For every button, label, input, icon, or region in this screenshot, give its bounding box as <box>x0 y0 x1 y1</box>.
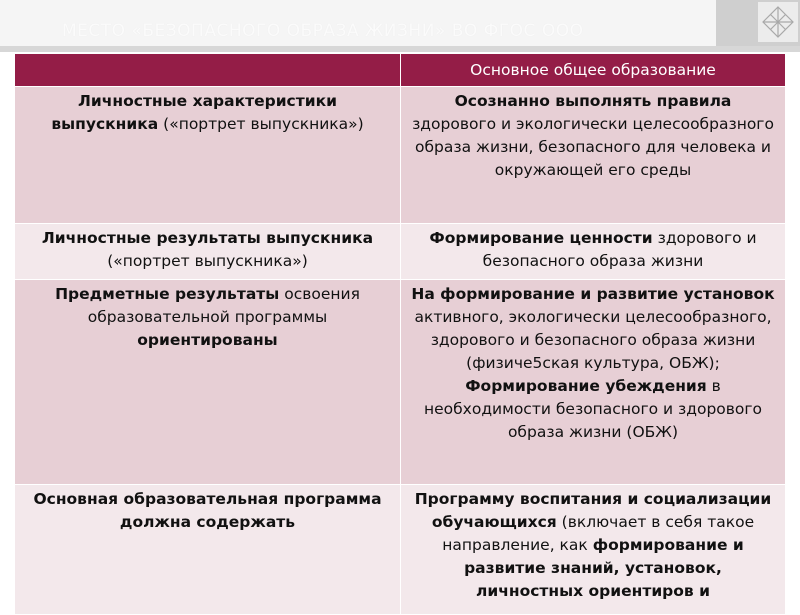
label-text: освоения образовательной программы <box>87 285 360 326</box>
table-row <box>15 280 786 485</box>
label-text: («портрет выпускника») <box>107 252 308 270</box>
title-band <box>0 0 800 46</box>
table-row <box>15 224 786 280</box>
row-value-cell <box>401 87 786 224</box>
table-row <box>15 87 786 224</box>
value-text: здорового и безопасного образа жизни <box>482 229 757 270</box>
value-bold-2: Формирование убеждения <box>465 377 707 395</box>
row-label-cell <box>15 87 401 224</box>
row-label-cell <box>15 280 401 485</box>
value-bold-2: формирование и развитие знаний, установок, личностных ориентиров и <box>464 536 744 600</box>
row-label-cell <box>15 224 401 280</box>
label-text: («портрет выпускника») <box>158 115 364 133</box>
divider-rule <box>0 46 800 52</box>
label-bold: Личностные результаты выпускника <box>41 229 374 247</box>
value-bold: Программу воспитания и социализации обучающихся <box>414 490 772 531</box>
row-value-cell <box>401 280 786 485</box>
value-text-2: в необходимости безопасного и здорового образа жизни (ОБЖ) <box>423 377 763 441</box>
value-bold: На формирование и развитие установок <box>411 285 775 303</box>
content-table <box>14 53 786 615</box>
label-bold-2: ориентированы <box>137 331 278 349</box>
value-text: активного, экологически целесообразного, здорового и безопасного образа жизни (физиче5ская культура, ОБЖ); <box>414 308 772 372</box>
label-bold: Основная образовательная программа должна содержать <box>33 490 382 531</box>
corner-decoration <box>716 0 800 46</box>
row-value-cell <box>401 224 786 280</box>
header-cell-empty <box>15 54 401 87</box>
diamond-lattice-icon <box>758 2 798 42</box>
value-text: здорового и экологически целесообразного образа жизни, безопасного для человека и окружающей его среды <box>412 115 774 179</box>
header-cell-education-level: Основное общее образование <box>401 54 786 87</box>
value-bold: Формирование ценности <box>429 229 653 247</box>
slide-title: МЕСТО «БЕЗОПАСНОГО ОБРАЗА ЖИЗНИ» ВО ФГОС ООО <box>62 21 584 41</box>
value-bold: Осознанно выполнять правила <box>454 92 732 110</box>
row-value-cell <box>401 485 786 615</box>
row-label-cell <box>15 485 401 615</box>
table-row <box>15 485 786 615</box>
table-header-row <box>15 54 786 87</box>
value-text: (включает в себя такое направление, как <box>442 513 755 554</box>
label-bold: Предметные результаты <box>55 285 280 303</box>
label-bold: Личностные характеристики выпускника <box>51 92 337 133</box>
